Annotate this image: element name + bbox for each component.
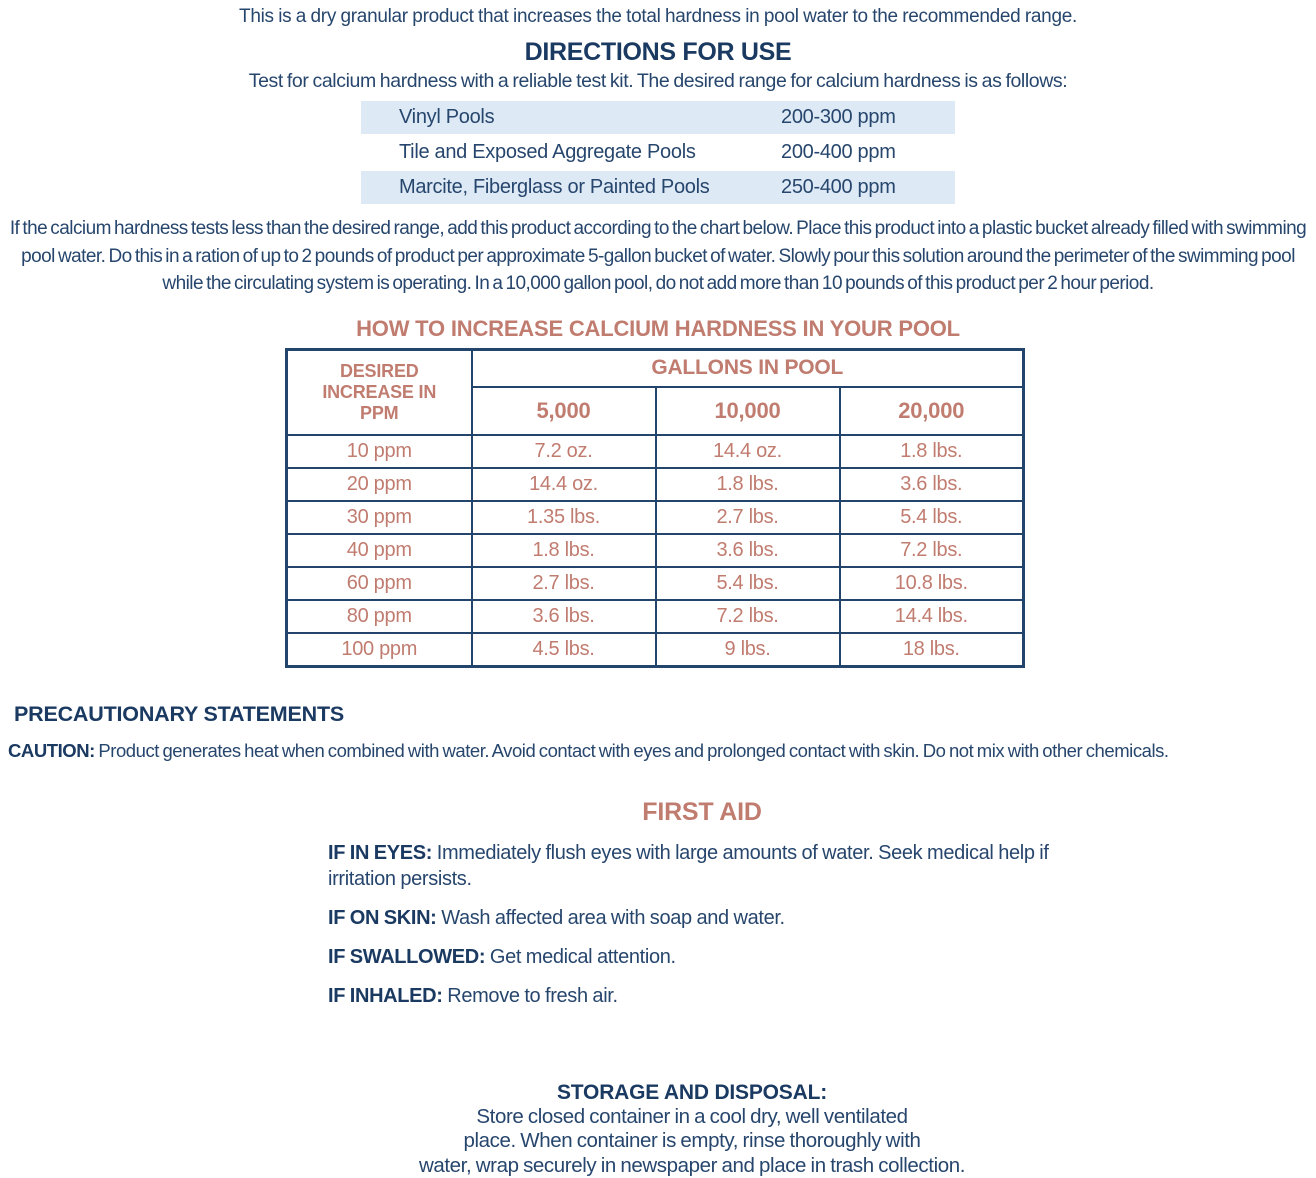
storage-disposal-section (372, 1081, 1012, 1178)
dose-col-5000: 5,000 (472, 387, 656, 435)
first-aid-item-swallowed (328, 944, 1076, 970)
range-label: Vinyl Pools (361, 106, 781, 129)
dose-row-30ppm (287, 501, 1024, 534)
dose-value-cell: 2.7 lbs. (656, 501, 840, 534)
dose-value-cell: 14.4 oz. (472, 468, 656, 501)
dose-value-cell: 3.6 lbs. (840, 468, 1024, 501)
storage-disposal-title: STORAGE AND DISPOSAL: (372, 1081, 1012, 1105)
storage-line: water, wrap securely in newspaper and place in trash collection. (372, 1154, 1012, 1178)
storage-line: Store closed container in a cool dry, well ventilated (372, 1105, 1012, 1130)
dose-value-cell: 1.35 lbs. (472, 501, 656, 534)
first-aid-label: IF INHALED: (328, 985, 443, 1007)
dose-value-cell: 7.2 oz. (472, 435, 656, 468)
dose-col-20000: 20,000 (840, 387, 1024, 435)
range-value: 250-400 ppm (781, 176, 955, 199)
dose-value-cell: 3.6 lbs. (472, 600, 656, 633)
dose-value-cell: 7.2 lbs. (840, 534, 1024, 567)
first-aid-item-eyes (328, 840, 1076, 892)
dose-col-10000: 10,000 (656, 387, 840, 435)
directions-subtitle: Test for calcium hardness with a reliable test kit. The desired range for calcium hardness is as follows: (0, 70, 1316, 93)
range-row-tile (361, 136, 955, 169)
range-label: Tile and Exposed Aggregate Pools (361, 141, 781, 164)
first-aid-text: Get medical attention. (490, 946, 676, 968)
dose-value-cell: 14.4 oz. (656, 435, 840, 468)
first-aid-title: FIRST AID (328, 798, 1076, 827)
first-aid-text: Wash affected area with soap and water. (441, 907, 785, 929)
dose-value-cell: 7.2 lbs. (656, 600, 840, 633)
hardness-range-table (361, 101, 955, 204)
dose-value-cell: 14.4 lbs. (840, 600, 1024, 633)
dose-header-row-1 (287, 349, 1024, 387)
caution-text: Product generates heat when combined with water. Avoid contact with eyes and prolonged contact with skin. Do not mix with other chemicals. (98, 740, 1168, 761)
intro-text: This is a dry granular product that increases the total hardness in pool water to the recommended range. (0, 0, 1316, 28)
range-value: 200-300 ppm (781, 106, 955, 129)
dose-value-cell: 2.7 lbs. (472, 567, 656, 600)
directions-for-use-title: DIRECTIONS FOR USE (0, 38, 1316, 67)
first-aid-item-skin (328, 905, 1076, 931)
dose-ppm-cell: 10 ppm (287, 435, 472, 468)
dose-row-60ppm (287, 567, 1024, 600)
caution-statement (0, 740, 1316, 762)
dose-value-cell: 5.4 lbs. (656, 567, 840, 600)
range-row-vinyl (361, 101, 955, 134)
first-aid-text: Immediately flush eyes with large amounts of water. Seek medical help if irritation persists. (328, 842, 1049, 890)
dose-value-cell: 1.8 lbs. (840, 435, 1024, 468)
dose-value-cell: 1.8 lbs. (472, 534, 656, 567)
dose-value-cell: 10.8 lbs. (840, 567, 1024, 600)
dose-ppm-cell: 30 ppm (287, 501, 472, 534)
precautionary-statements-title: PRECAUTIONARY STATEMENTS (14, 702, 1316, 727)
dose-ppm-cell: 40 ppm (287, 534, 472, 567)
dose-value-cell: 5.4 lbs. (840, 501, 1024, 534)
dose-value-cell: 9 lbs. (656, 633, 840, 666)
dose-ppm-cell: 100 ppm (287, 633, 472, 666)
dose-row-80ppm (287, 600, 1024, 633)
first-aid-label: IF ON SKIN: (328, 907, 436, 929)
range-row-marcite (361, 171, 955, 204)
dose-row-header: DESIRED INCREASE IN PPM (287, 349, 472, 435)
dose-ppm-cell: 60 ppm (287, 567, 472, 600)
dose-value-cell: 3.6 lbs. (656, 534, 840, 567)
dose-chart-table (285, 348, 1025, 668)
dose-value-cell: 4.5 lbs. (472, 633, 656, 666)
range-label: Marcite, Fiberglass or Painted Pools (361, 176, 781, 199)
dose-row-10ppm (287, 435, 1024, 468)
dose-ppm-cell: 80 ppm (287, 600, 472, 633)
storage-line: place. When container is empty, rinse thoroughly with (372, 1129, 1012, 1154)
range-value: 200-400 ppm (781, 141, 955, 164)
dose-value-cell: 18 lbs. (840, 633, 1024, 666)
caution-label: CAUTION: (8, 740, 95, 761)
first-aid-label: IF IN EYES: (328, 842, 432, 864)
first-aid-text: Remove to fresh air. (447, 985, 617, 1007)
dosing-instructions-paragraph: If the calcium hardness tests less than the desired range, add this product according to the chart below. Place this product into a plastic bucket already filled with swimming pool water. Do this in a ration of up to 2 pounds of product per approximate 5-gallon bucket of water. Slowly pour this solution around the perimeter of the swimming pool while the circulating system is operating. In a 10,000 gallon pool, do not add more than 10 pounds of this product per 2 hour period. (0, 215, 1316, 298)
dose-row-40ppm (287, 534, 1024, 567)
first-aid-item-inhaled (328, 983, 1076, 1009)
dose-row-20ppm (287, 468, 1024, 501)
first-aid-label: IF SWALLOWED: (328, 946, 485, 968)
dose-row-100ppm (287, 633, 1024, 666)
dose-ppm-cell: 20 ppm (287, 468, 472, 501)
dose-chart-title: HOW TO INCREASE CALCIUM HARDNESS IN YOUR POOL (0, 316, 1316, 342)
dose-value-cell: 1.8 lbs. (656, 468, 840, 501)
first-aid-section (328, 798, 1076, 1009)
dose-col-group-header: GALLONS IN POOL (472, 349, 1024, 387)
